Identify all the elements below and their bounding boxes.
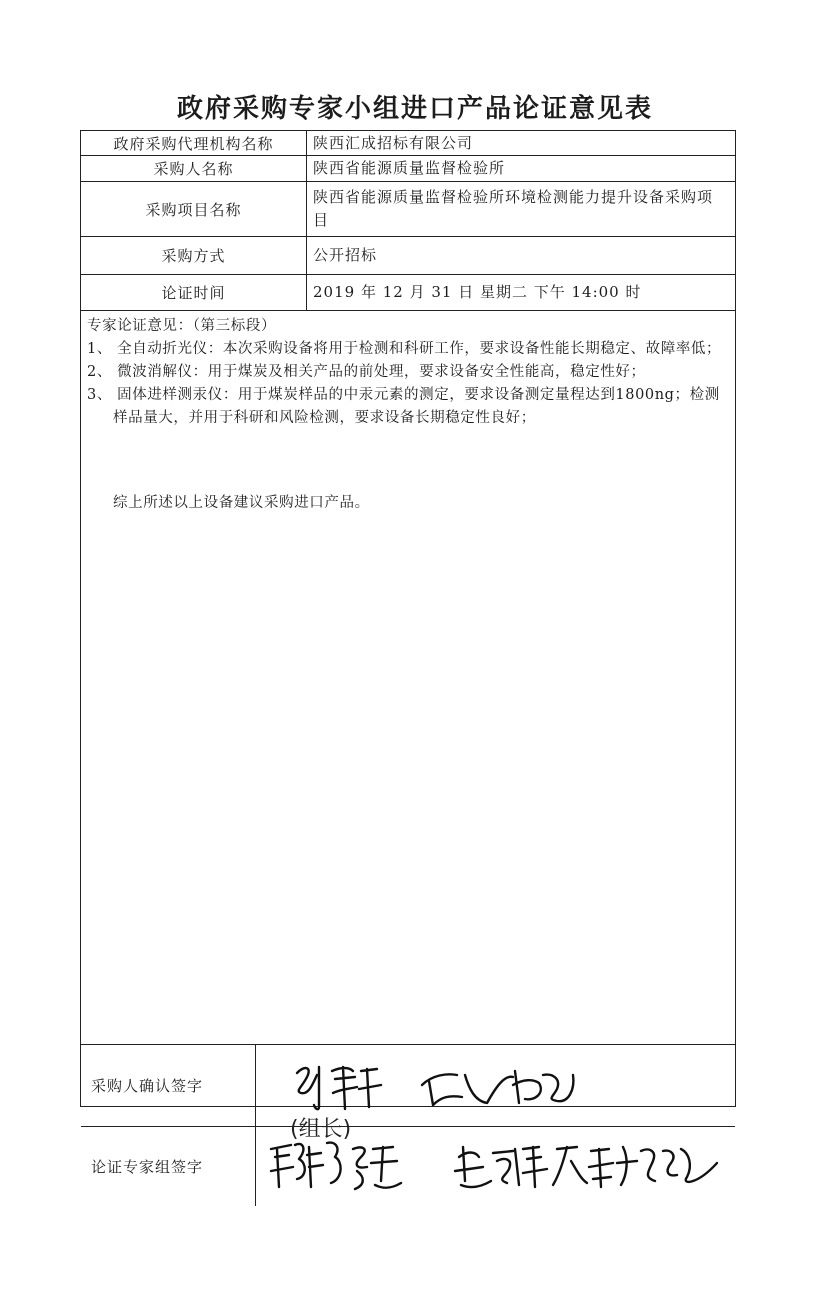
field-label: 采购人名称 [81, 156, 307, 181]
field-label: 采购项目名称 [81, 182, 307, 236]
opinion-item: 3、 固体进样测汞仪：用于煤炭样品的中汞元素的测定，要求设备测定量程达到1800ng；检测样品量大，并用于科研和风险检测，要求设备长期稳定性良好； [87, 387, 720, 426]
field-value: 陕西汇成招标有限公司 [313, 133, 474, 152]
purchaser-signature-label: 采购人确认签字 [81, 1045, 256, 1126]
field-method [81, 237, 735, 275]
field-label: 采购方式 [81, 237, 307, 274]
field-agency [81, 131, 735, 156]
field-value: 陕西省能源质量监督检验所 [313, 159, 506, 177]
field-value: 公开招标 [313, 246, 378, 264]
expert-signature-row [81, 1127, 735, 1206]
opinion-item: 1、 全自动折光仪：本次采购设备将用于检测和科研工作，要求设备性能长期稳定、故障率低； [87, 341, 722, 357]
field-time [81, 275, 735, 311]
expert-opinion [81, 311, 735, 1045]
field-label: 政府采购代理机构名称 [81, 131, 307, 155]
opinion-conclusion: 综上所述以上设备建议采购进口产品。 [113, 495, 370, 511]
field-purchaser [81, 156, 735, 182]
expert-signature-label: 论证专家组签字 [81, 1127, 256, 1206]
opinion-item: 2、 微波消解仪：用于煤炭及相关产品的前处理，要求设备安全性能高，稳定性好； [87, 364, 646, 380]
page-title: 政府采购专家小组进口产品论证意见表 [176, 94, 653, 124]
opinion-heading: 专家论证意见：（第三标段） [87, 318, 277, 334]
field-value: 陕西省能源质量监督检验所环境检测能力提升设备采购项目 [313, 188, 714, 229]
field-label: 论证时间 [81, 275, 307, 310]
group-leader-note: (组长) [290, 1117, 352, 1142]
field-value: 2019 年 12 月 31 日 星期二 下午 14:00 时 [313, 283, 642, 301]
purchaser-signature-row [81, 1045, 735, 1127]
field-project [81, 182, 735, 237]
